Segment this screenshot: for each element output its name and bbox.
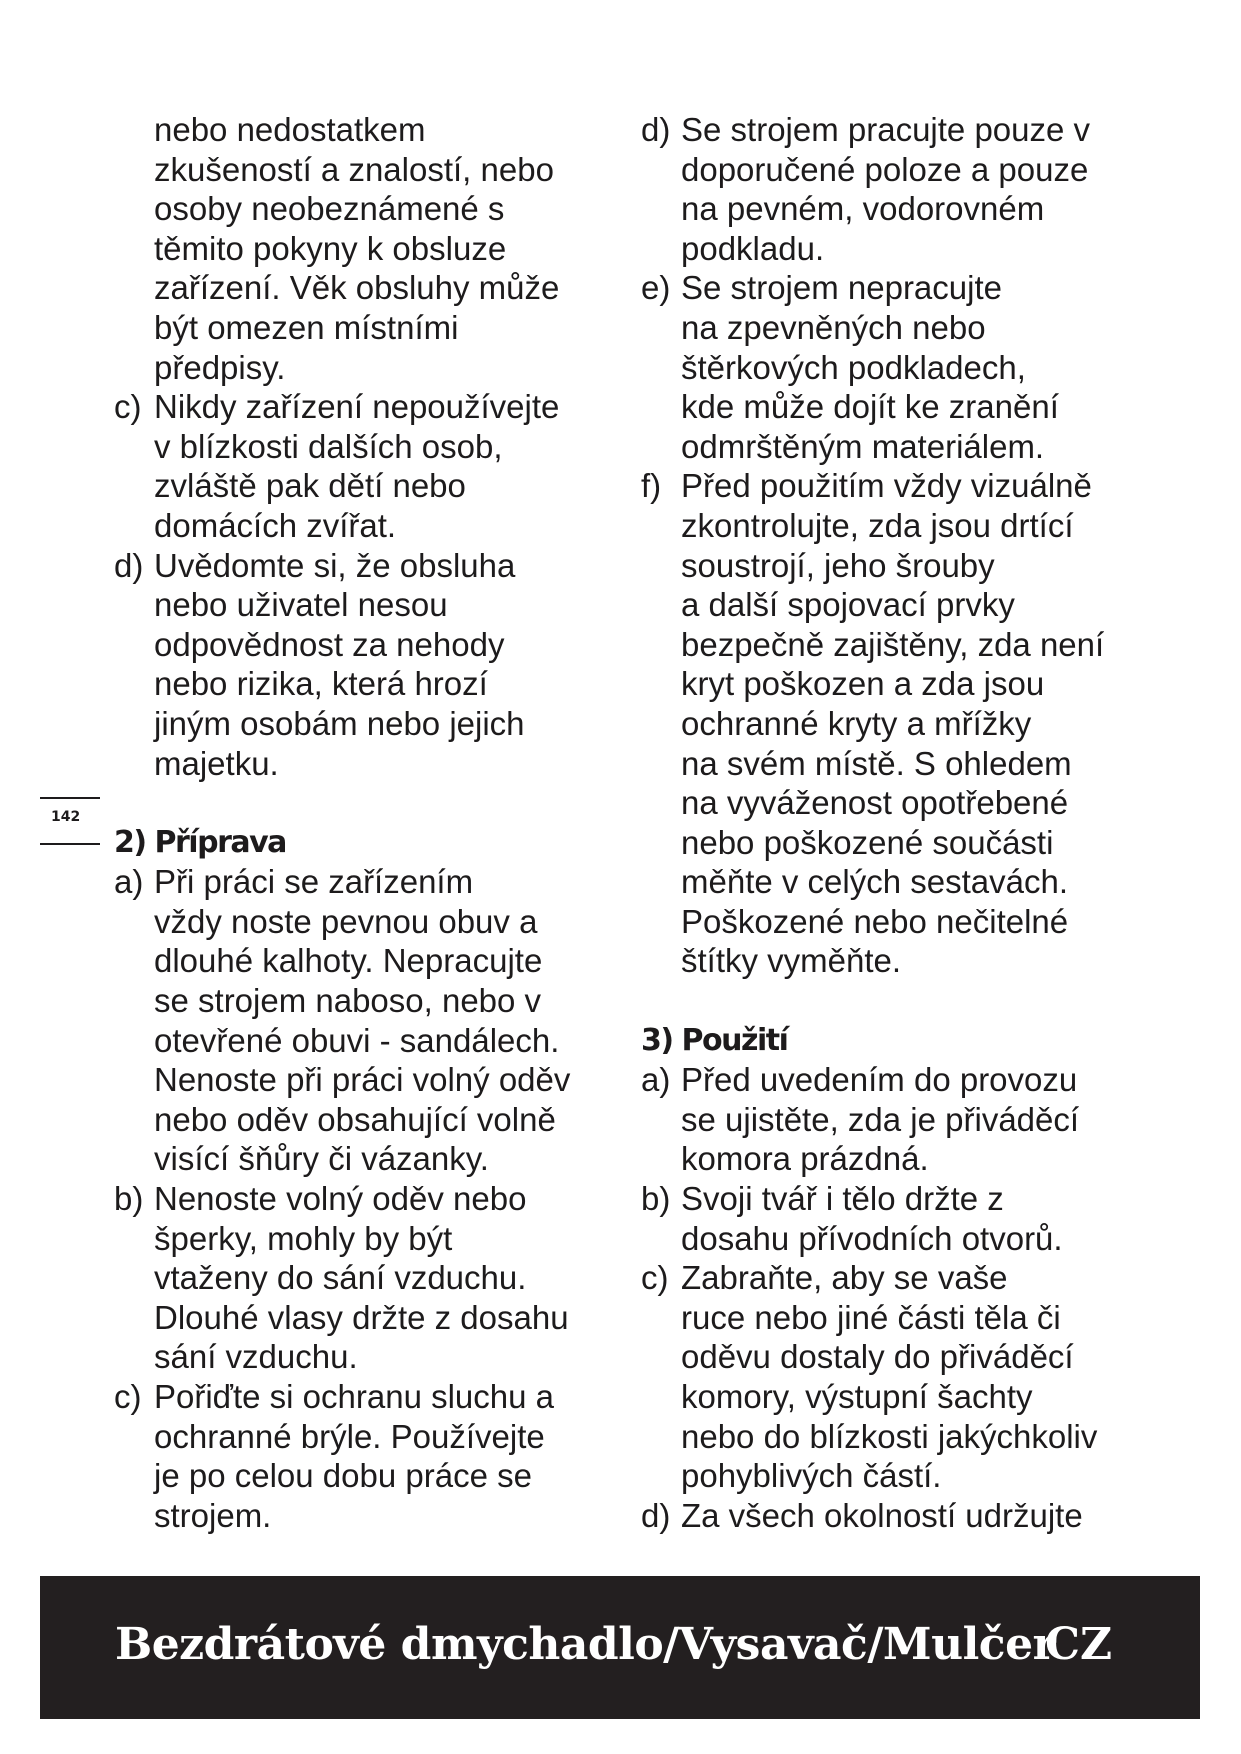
text-line: oděvu dostaly do přiváděcí [681, 1338, 1074, 1376]
list-item-text: Zabraňte, aby se vaše [681, 1259, 1008, 1297]
list-item-line [114, 1179, 614, 1219]
list-item-line [114, 387, 614, 427]
list-item-text: Před použitím vždy vizuálně [681, 467, 1092, 505]
list-item-text: Uvědomte si, že obsluha [154, 546, 516, 584]
list-item-marker: d) [641, 1496, 671, 1534]
list-item-line [641, 268, 1161, 308]
footer-title: Bezdrátové dmychadlo/Vysavač/Mulčer [115, 1619, 1056, 1670]
text-line: bezpečně zajištěny, zda není [681, 625, 1105, 663]
text-line: šperky, mohly by být [154, 1219, 453, 1257]
text-line: vtaženy do sání vzduchu. [154, 1259, 527, 1297]
list-item-line [641, 466, 1161, 506]
text-line: komory, výstupní šachty [681, 1378, 1033, 1415]
list-item-marker: b) [641, 1180, 671, 1218]
text-line: štěrkových podkladech, [681, 348, 1026, 386]
text-line: se strojem naboso, nebo v [154, 982, 542, 1020]
list-item-text: Se strojem nepracujte [681, 269, 1002, 307]
list-item-marker: c) [114, 1378, 142, 1415]
text-line: Poškozené nebo nečitelné [681, 902, 1069, 940]
text-line: na vyváženost opotřebené [681, 784, 1069, 822]
text-line: nebo uživatel nesou [154, 586, 448, 624]
list-item-marker: c) [641, 1259, 669, 1297]
list-item-line [641, 1060, 1161, 1100]
paragraph-spacer [641, 981, 1161, 1021]
text-line: Dlouhé vlasy držte z dosahu [154, 1298, 569, 1336]
text-line: soustrojí, jeho šrouby [681, 546, 995, 584]
list-item-marker: e) [641, 269, 671, 307]
list-item-marker: a) [641, 1061, 671, 1099]
list-item-marker: d) [114, 546, 144, 584]
text-line: dlouhé kalhoty. Nepracujte [154, 942, 543, 980]
text-line: osoby neobeznámené s [154, 190, 505, 228]
text-line: majetku. [154, 744, 279, 782]
list-item-marker: d) [641, 111, 671, 148]
text-line: zkontrolujte, zda jsou drtící [681, 506, 1074, 544]
text-line: na zpevněných nebo [681, 308, 986, 346]
text-line: pohyblivých částí. [681, 1457, 942, 1495]
page-number-rule-bottom [40, 843, 100, 845]
text-line: domácích zvířat. [154, 506, 397, 544]
list-item-text: Před uvedením do provozu [681, 1061, 1078, 1099]
text-line: těmito pokyny k obsluze [154, 229, 507, 267]
list-item-marker: f) [641, 467, 662, 505]
text-line: kde může dojít ke zranění [681, 388, 1059, 426]
left-column [114, 110, 614, 1535]
text-line: na svém místě. S ohledem [681, 744, 1072, 782]
text-line: nebo poškozené součásti [681, 823, 1054, 861]
text-line: být omezen místními [154, 308, 459, 346]
list-item-marker: c) [114, 388, 142, 426]
text-line: se ujistěte, zda je přiváděcí [681, 1100, 1080, 1138]
text-line: nebo do blízkosti jakýchkoliv [681, 1417, 1098, 1455]
text-line: štítky vyměňte. [681, 942, 902, 980]
text-line: zařízení. Věk obsluhy může [154, 269, 560, 307]
list-item-text: Svoji tvář i tělo držte z [681, 1180, 1004, 1218]
list-item-line [641, 1179, 1161, 1219]
text-line: ochranné kryty a mřížky [681, 704, 1032, 742]
section-heading: 3) Použití [641, 1022, 788, 1058]
list-item-text: Za všech okolností udržujte [681, 1496, 1083, 1534]
footer-language: CZ [1045, 1619, 1113, 1670]
text-line: Nenoste při práci volný oděv [154, 1061, 571, 1099]
list-item-text: Pořiďte si ochranu sluchu a [154, 1378, 554, 1415]
list-item-text: Nenoste volný oděv nebo [154, 1180, 527, 1218]
text-line: strojem. [154, 1496, 272, 1534]
right-column [641, 110, 1161, 1535]
text-line: sání vzduchu. [154, 1338, 358, 1376]
text-line: komora prázdná. [681, 1140, 929, 1178]
text-line: nebo oděv obsahující volně [154, 1100, 556, 1138]
text-line: ruce nebo jiné části těla či [681, 1298, 1061, 1336]
text-line: podkladu. [681, 229, 825, 267]
list-item-line [641, 1496, 1161, 1536]
list-item-line [114, 862, 614, 902]
text-line: zkušeností a znalostí, nebo [154, 150, 554, 188]
text-line: je po celou dobu práce se [154, 1457, 532, 1495]
list-item-line [114, 1377, 614, 1417]
page-number: 142 [51, 809, 81, 825]
text-line: nebo rizika, která hrozí [154, 665, 488, 703]
text-line: kryt poškozen a zda jsou [681, 665, 1045, 703]
text-line: zvláště pak dětí nebo [154, 467, 466, 505]
text-line: ochranné brýle. Používejte [154, 1417, 545, 1455]
page-number-marker [40, 797, 100, 847]
list-item-line [114, 546, 614, 586]
text-line: visící šňůry či vázanky. [154, 1140, 489, 1178]
list-item-marker: a) [114, 863, 144, 901]
list-item-marker: b) [114, 1180, 144, 1218]
text-line: a další spojovací prvky [681, 586, 1015, 624]
page-number-rule-top [40, 797, 100, 799]
list-item-line [641, 110, 1161, 150]
text-line: doporučené poloze a pouze [681, 150, 1089, 188]
text-line: dosahu přívodních otvorů. [681, 1219, 1063, 1257]
text-line: v blízkosti dalších osob, [154, 427, 503, 465]
list-item-text: Nikdy zařízení nepoužívejte [154, 388, 560, 426]
text-line: odpovědnost za nehody [154, 625, 505, 663]
footer-banner [40, 1576, 1200, 1719]
text-line: měňte v celých sestavách. [681, 863, 1069, 901]
text-line: vždy noste pevnou obuv a [154, 902, 538, 940]
text-line: předpisy. [154, 348, 286, 386]
section-heading: 2) Příprava [114, 824, 286, 860]
text-line: na pevném, vodorovném [681, 190, 1045, 228]
text-line: nebo nedostatkem [154, 111, 426, 148]
text-line: odmrštěným materiálem. [681, 427, 1045, 465]
text-line: jiným osobám nebo jejich [154, 704, 525, 742]
list-item-text: Se strojem pracujte pouze v [681, 111, 1091, 148]
list-item-line [641, 1258, 1161, 1298]
list-item-text: Při práci se zařízením [154, 863, 474, 901]
paragraph-spacer [114, 783, 614, 823]
text-line: otevřené obuvi - sandálech. [154, 1021, 560, 1059]
